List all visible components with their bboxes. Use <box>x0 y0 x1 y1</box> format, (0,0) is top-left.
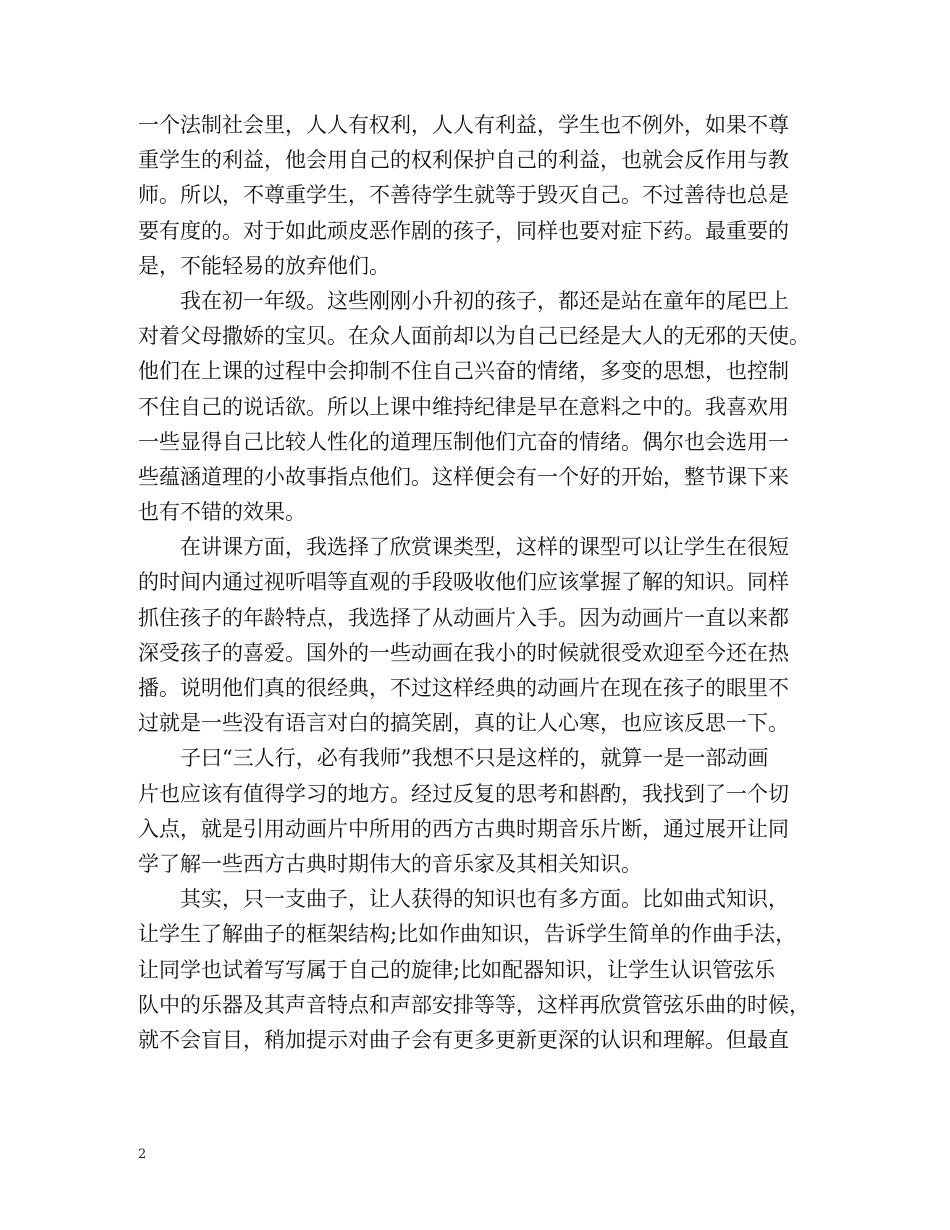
text-line: 片也应该有值得学习的地方。经过反复的思考和斟酌，我找到了一个切 <box>138 781 789 806</box>
text-line: 是，不能轻易的放弃他们。 <box>138 253 390 278</box>
text-line: 其实，只一支曲子，让人获得的知识也有多方面。比如曲式知识， <box>180 887 789 912</box>
text-line: 重学生的利益，他会用自己的权利保护自己的利益，也就会反作用与教 <box>138 148 789 173</box>
text-line: 一个法制社会里，人人有权利，人人有利益，学生也不例外，如果不尊 <box>138 113 789 137</box>
text-line: 让同学也试着写写属于自己的旋律;比如配器知识，让学生认识管弦乐 <box>138 957 776 982</box>
text-line: 师。所以，不尊重学生，不善待学生就等于毁灭自己。不过善待也总是 <box>138 183 789 208</box>
body-text <box>138 108 828 1058</box>
text-line: 入点，就是引用动画片中所用的西方古典时期音乐片断，通过展开让同 <box>138 816 789 841</box>
text-line: 不住自己的说话欲。所以上课中维持纪律是早在意料之中的。我喜欢用 <box>138 394 789 419</box>
paragraph-5 <box>138 882 828 1058</box>
paragraph-3 <box>138 530 828 741</box>
text-line: 他们在上课的过程中会抑制不住自己兴奋的情绪，多变的思想，也控制 <box>138 359 789 384</box>
text-line: 就不会盲目，稍加提示对曲子会有更多更新更深的认识和理解。但最直 <box>138 1027 789 1052</box>
page-number: 2 <box>138 1147 147 1162</box>
text-line: 要有度的。对于如此顽皮恶作剧的孩子，同样也要对症下药。最重要的 <box>138 218 789 243</box>
text-line: 在讲课方面，我选择了欣赏课类型，这样的课型可以让学生在很短 <box>180 535 789 560</box>
paragraph-4 <box>138 741 828 882</box>
paragraph-2 <box>138 284 828 530</box>
text-line: 队中的乐器及其声音特点和声部安排等等，这样再欣赏管弦乐曲的时候， <box>138 992 810 1017</box>
text-line: 让学生了解曲子的框架结构;比如作曲知识，告诉学生简单的作曲手法， <box>138 922 797 947</box>
text-line: 子曰“三人行，必有我师”我想不只是这样的，就算一是一部动画 <box>180 746 769 771</box>
text-line: 学了解一些西方古典时期伟大的音乐家及其相关知识。 <box>138 851 642 876</box>
text-line: 对着父母撒娇的宝贝。在众人面前却以为自己已经是大人的无邪的天使。 <box>138 324 810 349</box>
paragraph-1 <box>138 108 828 284</box>
text-line: 我在初一年级。这些刚刚小升初的孩子，都还是站在童年的尾巴上 <box>180 288 789 313</box>
text-line: 深受孩子的喜爱。国外的一些动画在我小的时候就很受欢迎至今还在热 <box>138 640 789 665</box>
text-line: 的时间内通过视听唱等直观的手段吸收他们应该掌握了解的知识。同样 <box>138 570 789 595</box>
text-line: 些蕴涵道理的小故事指点他们。这样便会有一个好的开始，整节课下来 <box>138 464 789 489</box>
text-line: 也有不错的效果。 <box>138 500 306 525</box>
text-line: 一些显得自己比较人性化的道理压制他们亢奋的情绪。偶尔也会选用一 <box>138 429 789 454</box>
text-line: 过就是一些没有语言对白的搞笑剧，真的让人心寒，也应该反思一下。 <box>138 711 789 736</box>
text-line: 播。说明他们真的很经典，不过这样经典的动画片在现在孩子的眼里不 <box>138 676 789 700</box>
text-line: 抓住孩子的年龄特点，我选择了从动画片入手。因为动画片一直以来都 <box>138 605 789 630</box>
